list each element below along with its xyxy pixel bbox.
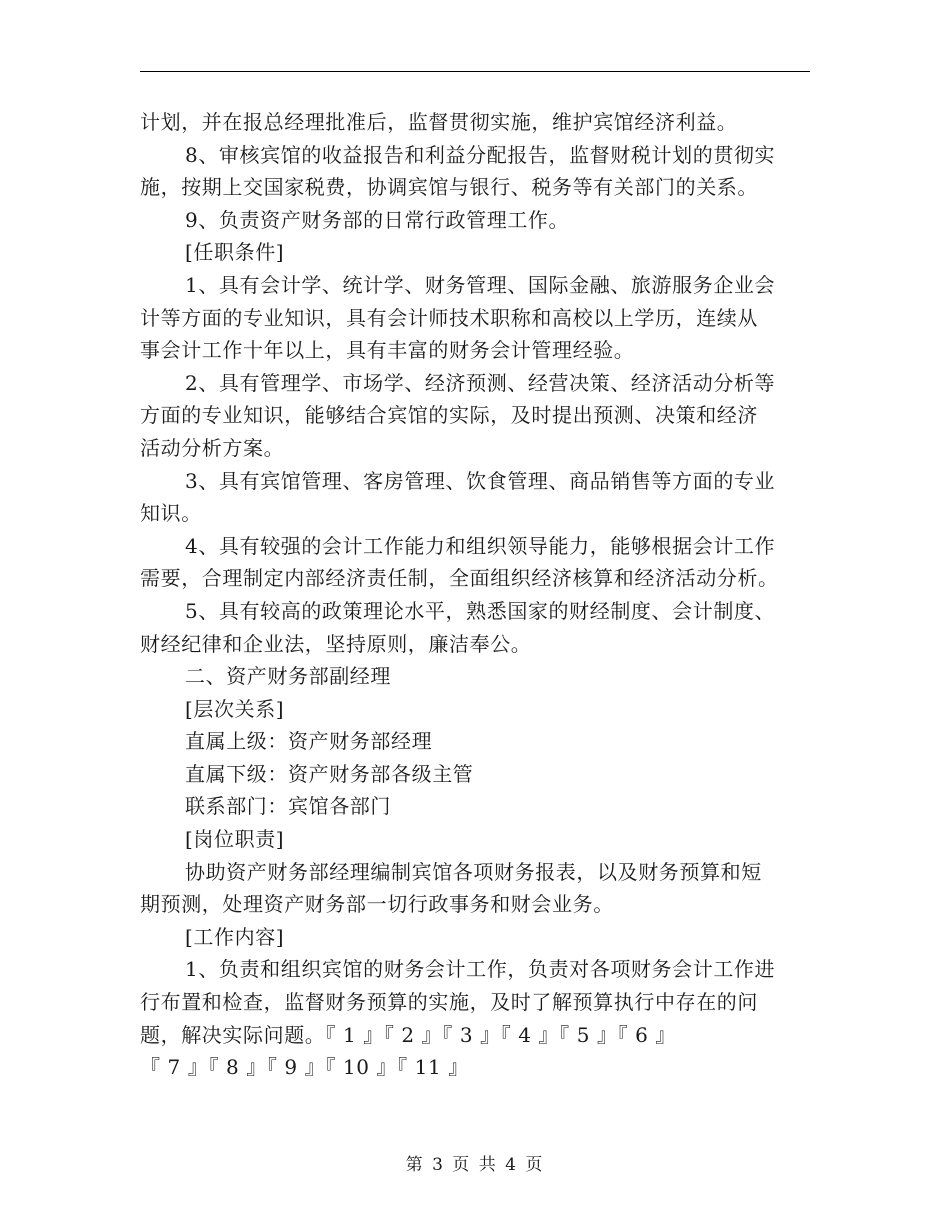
text-line: 直属上级：资产财务部经理 [185,729,433,754]
text-line: 9、负责资产财务部的日常行政管理工作。 [185,207,570,232]
document-body [140,106,810,1084]
text-line: 知识。 [140,501,202,526]
text-line: 方面的专业知识，能够结合宾馆的实际，及时提出预测、决策和经济 [140,403,758,428]
text-line: 行布置和检查，监督财务预算的实施，及时了解预算执行中存在的问 [140,990,758,1015]
text-line: [岗位职责] [185,827,285,852]
page-footer: 第 3 页 共 4 页 [405,1155,545,1175]
text-line: [层次关系] [185,696,285,721]
header-rule [140,71,810,72]
text-line: [任职条件] [185,240,285,265]
text-line: 2、具有管理学、市场学、经济预测、经营决策、经济活动分析等 [185,370,776,395]
text-line: 1、具有会计学、统计学、财务管理、国际金融、旅游服务企业会 [185,272,776,297]
text-line: 1、负责和组织宾馆的财务会计工作，负责对各项财务会计工作进 [185,957,776,982]
text-line: 3、具有宾馆管理、客房管理、饮食管理、商品销售等方面的专业 [185,468,776,493]
text-line: 计划，并在报总经理批准后，监督贯彻实施，维护宾馆经济利益。 [140,110,738,134]
text-line: 期预测，处理资产财务部一切行政事务和财会业务。 [140,892,614,917]
text-line: 财经纪律和企业法，坚持原则，廉洁奉公。 [140,631,532,656]
text-line: 需要，合理制定内部经济责任制，全面组织经济核算和经济活动分析。 [140,566,779,591]
text-line: 『 7 』『 8 』『 9 』『 10 』『 11 』 [140,1055,469,1080]
text-line: 4、具有较强的会计工作能力和组织领导能力，能够根据会计工作 [185,533,776,558]
text-line: 5、具有较高的政策理论水平，熟悉国家的财经制度、会计制度、 [185,598,776,623]
text-line: 施，按期上交国家税费，协调宾馆与银行、税务等有关部门的关系。 [140,175,758,200]
text-line: 8、审核宾馆的收益报告和利益分配报告，监督财税计划的贯彻实 [185,142,776,167]
text-line: 协助资产财务部经理编制宾馆各项财务报表，以及财务预算和短 [185,859,762,884]
text-line: 直属下级：资产财务部各级主管 [185,761,474,786]
text-line: 题，解决实际问题。『 1 』『 2 』『 3 』『 4 』『 5 』『 6 』 [140,1022,677,1047]
text-line: 活动分析方案。 [140,435,285,460]
text-line: 事会计工作十年以上，具有丰富的财务会计管理经验。 [140,338,635,363]
text-line: [工作内容] [185,924,285,949]
text-line: 联系部门：宾馆各部门 [185,794,391,819]
text-line: 计等方面的专业知识，具有会计师技术职称和高校以上学历，连续从 [140,305,758,330]
text-line: 二、资产财务部副经理 [185,664,391,689]
